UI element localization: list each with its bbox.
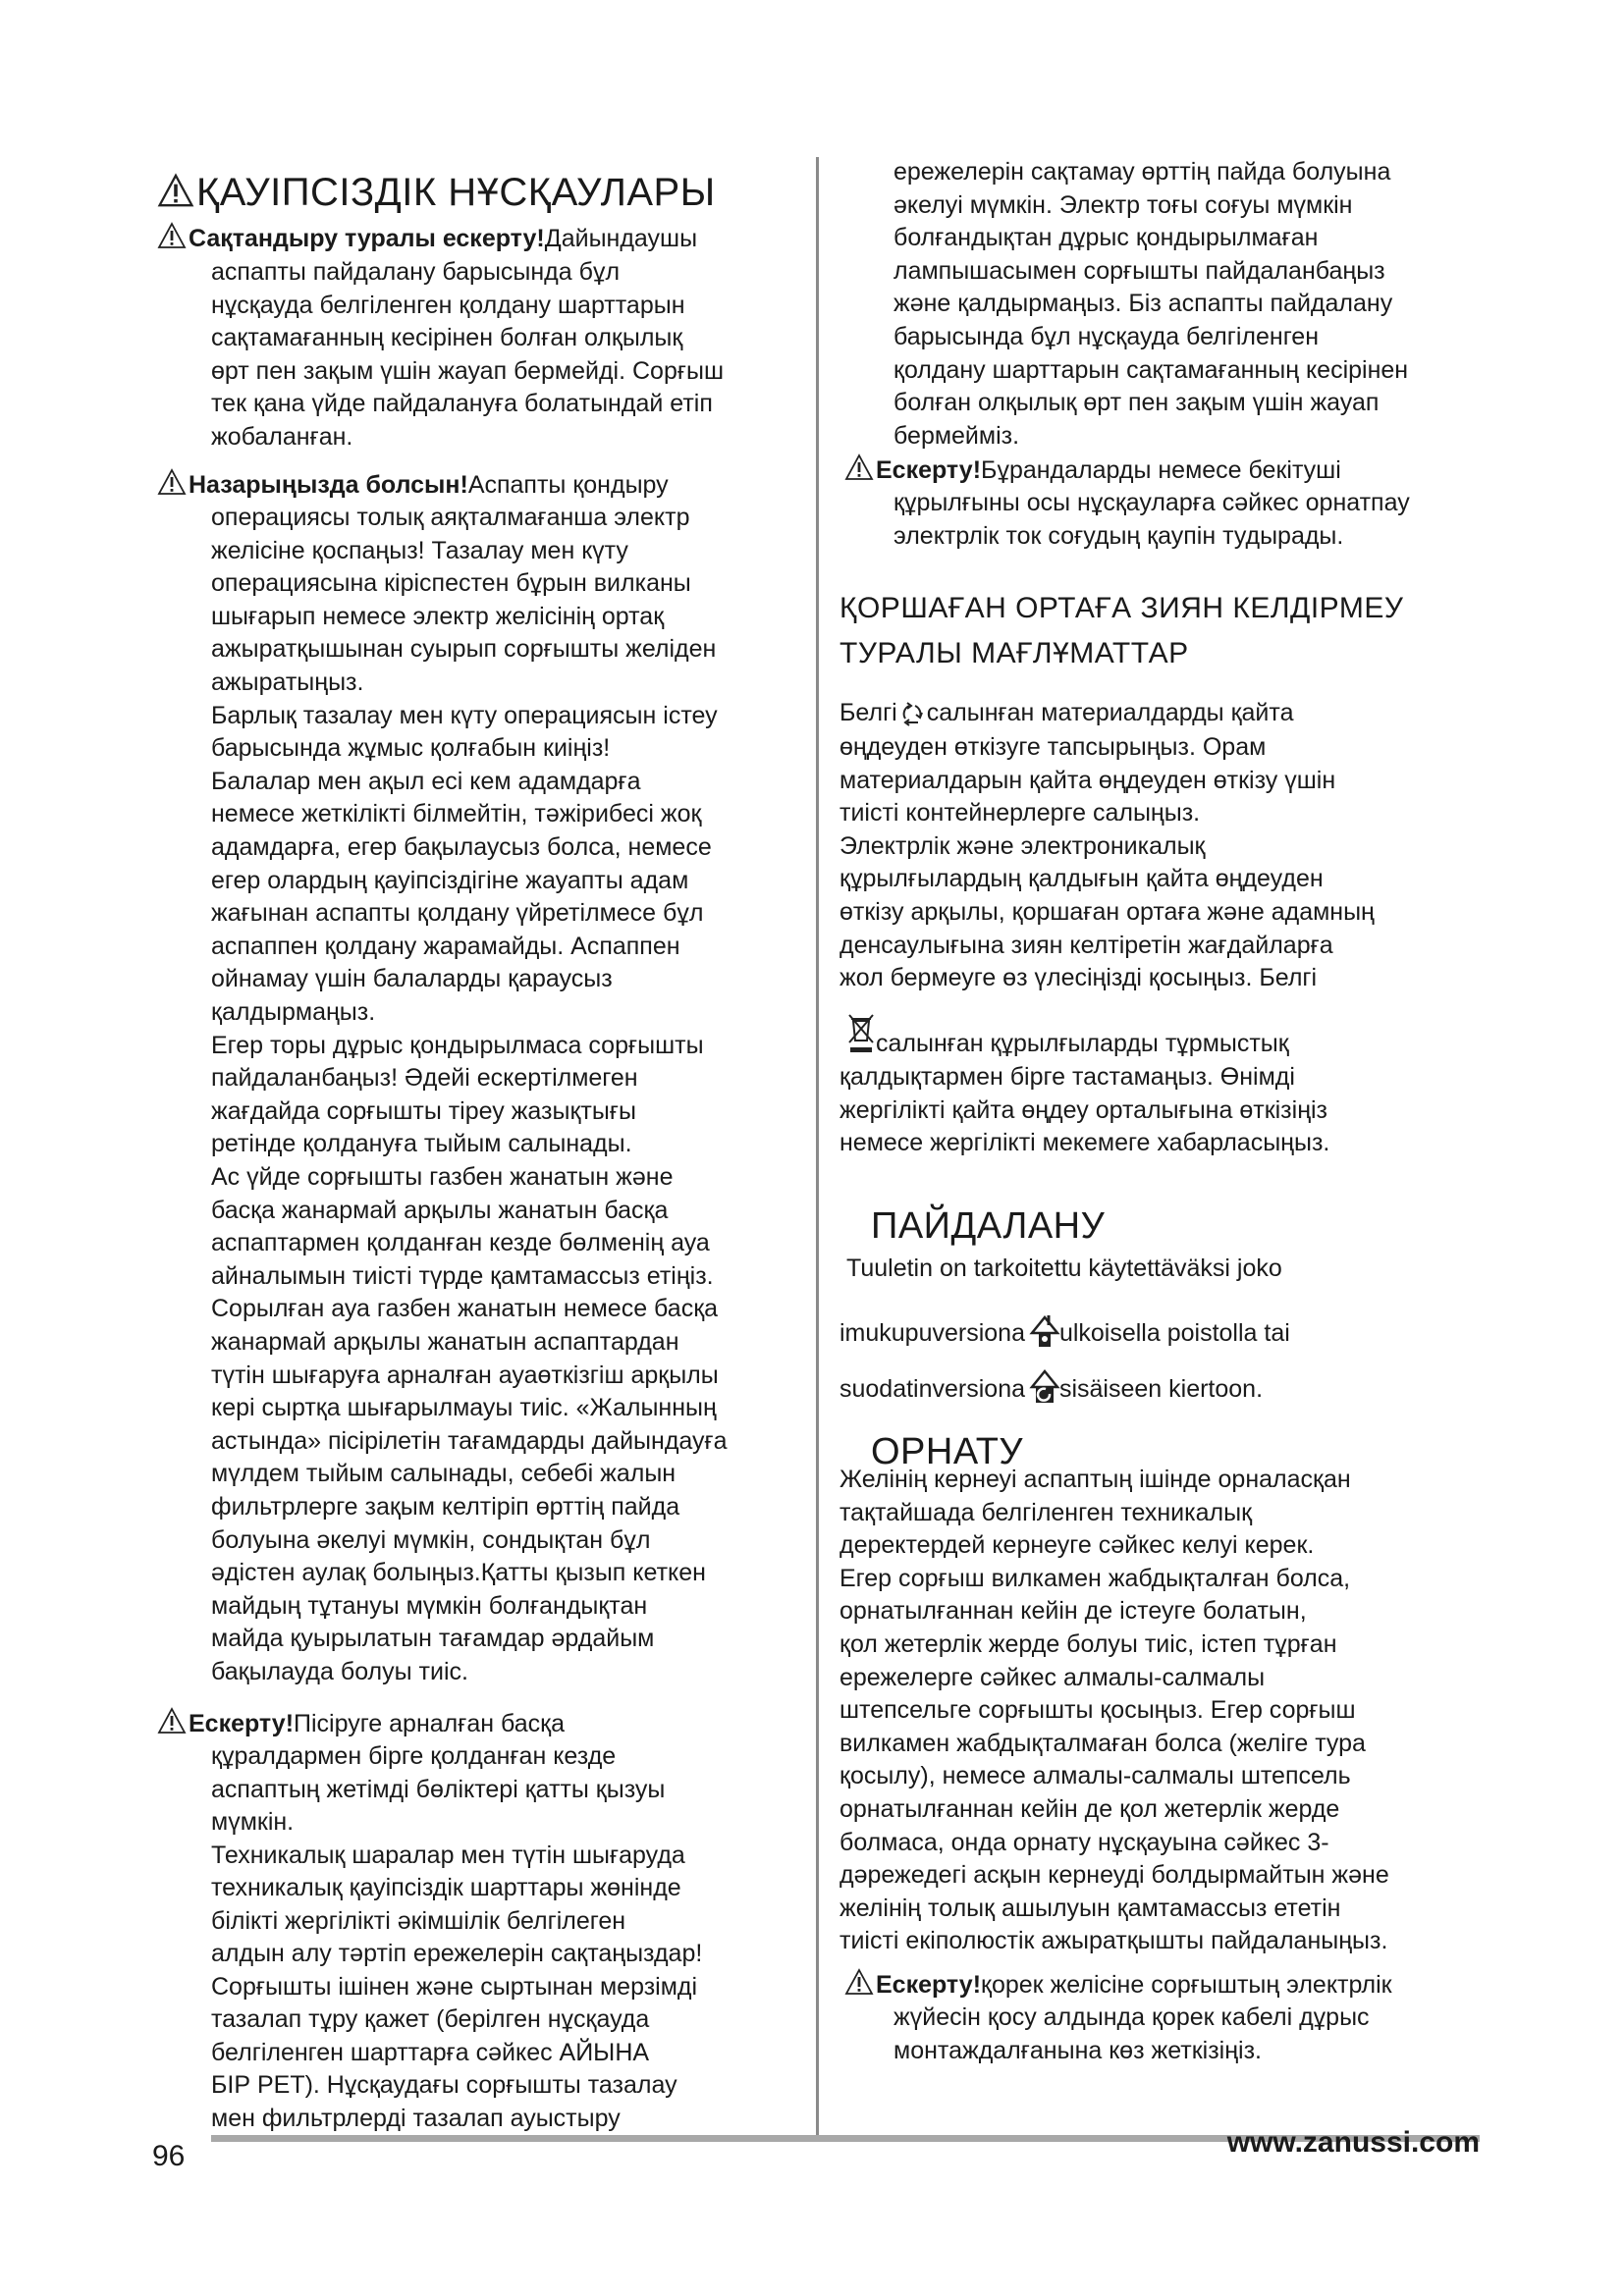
env-title-line1: ҚОРШАҒАН ОРТАҒА ЗИЯН КЕЛДІРМЕУ [839,592,1404,624]
text-line: болмаса, онда орнату нұсқауына сәйкес 3- [839,1828,1329,1856]
power-warning: Ескерту!қорек желісіне сорғыштың электрлік [844,1968,1392,2002]
text-line: бақылауда болуы тиіс. [211,1658,468,1685]
hood-external-icon [1028,1311,1061,1351]
text-line: ретінде қолдануға тыйым салынады. [211,1130,632,1158]
text-line: материалдарын қайта өңдеуден өткізу үшін [839,766,1336,794]
text-line: белгіленген шарттарға сәйкес АЙЫНА [211,2038,650,2066]
text-line: қол жетерлік жерде болуы тиіс, істеп тұрған [839,1630,1337,1658]
text-line: БІР РЕТ). Нұсқаудағы сорғышты тазалау [211,2071,677,2099]
text-line: техникалық қауіпсіздік шарттары жөнінде [211,1874,681,1901]
warning-icon [844,454,874,481]
text-line: Электрлік және электроникалық [839,831,1206,860]
text-line: штепсельге сорғышты қосыңыз. Егер сорғыш [839,1696,1356,1725]
text-line: Егер торы дұрыс қондырылмаса сорғышты [211,1031,704,1059]
text-line: жанармай арқылы жанатын аспаптардан [211,1328,679,1356]
text-line: жағдайда сорғышты тіреу жазықтығы [211,1096,636,1125]
text-line: басқа жанармай арқылы жанатын басқа [211,1196,669,1224]
use-title: ПАЙДАЛАНУ [871,1205,1106,1247]
text-line: тиісті контейнерлерге салыңыз. [839,799,1201,828]
text-line: ережелерге сәйкес алмалы-салмалы [839,1663,1266,1691]
warning-icon [157,468,187,496]
text-line: барысында жұмыс қолғабын киіңіз! [211,734,611,763]
env-title-line2: ТУРАЛЫ МАҒЛҰМАТТАР [839,637,1189,669]
text-line: аспаптармен қолданған кезде бөлменің ауа [211,1229,710,1257]
text-line: тиісті екіполюстік ажыратқышты пайдаланыңыз. [839,1927,1388,1955]
text-line: қалдықтармен бірге тастамаңыз. Өнімді [839,1063,1295,1091]
text-line: аспаптың жетімді бөліктері қатты қызуы [211,1775,666,1803]
text-line: шығарып немесе электр желісінің ортақ [211,602,665,630]
text-line: Сорылған ауа газбен жанатын немесе басқа [211,1295,719,1323]
text-line: өрт пен зақым үшін жауап бермейді. Сорғыш [211,356,725,385]
text-line: дәрежедегі асқын кернеуді болдырмайтын және [839,1861,1389,1890]
text-line: Техникалық шаралар мен түтін шығаруда [211,1841,685,1869]
use-line-1: Tuuletin on tarkoitettu käytettäväksi joko [846,1255,1282,1282]
text-line: жобаланған. [211,422,353,451]
text-line: астында» пісірілетін тағамдарды дайындауға [211,1426,728,1455]
recycle-icon [897,699,927,728]
text-line: ережелерін сақтамау өрттің пайда болуына [893,158,1391,186]
text-line: электрлік ток соғудың қаупін тудырады. [893,522,1344,550]
text-line: жергілікті қайта өңдеу орталығына өткізіңіз [839,1095,1328,1124]
text-line: құрылғыны осы нұсқауларға сәйкес орнатпау [893,489,1410,516]
text-line: аспаппен қолдану жарамайды. Аспаппен [211,932,680,960]
text-line: айналымын тиісті түрде қамтамассыз етіңіз. [211,1261,714,1290]
text-line: орнатылғаннан кейін де қол жетерлік жерде [839,1795,1340,1823]
text-line: адамдарға, егер бақылаусыз болса, немесе [211,833,712,861]
warning-icon [157,1707,187,1735]
text-line: барысында бұл нұсқауда белгіленген [893,323,1320,350]
env-bin-line: салынған құрылғыларды тұрмыстық [876,1030,1289,1057]
text-line: нұсқауда белгіленген қолдану шарттарын [211,291,685,319]
text-line: жол бермеуге өз үлесіңізді қосыңыз. Белгі [839,964,1318,992]
text-line: мүмкін. [211,1808,295,1836]
text-line: Ас үйде сорғышты газбен жанатын және [211,1163,674,1191]
text-line: болуына әкелуі мүмкін, сондықтан бұл [211,1525,651,1554]
text-line: майда қуырылатын тағамдар әрдайым [211,1625,655,1653]
use-line-3: suodatinversiona sisäiseen kiertoon. [839,1367,1263,1407]
crossed-bin-icon [844,1013,878,1054]
text-line: монтаждалғанына көз жеткізіңіз. [893,2037,1262,2064]
text-line: операциясы толық аяқталмағанша электр [211,504,690,531]
text-line: қосылу), немесе алмалы-салмалы штепсель [839,1762,1351,1790]
text-line: Балалар мен ақыл есі кем адамдарға [211,767,641,795]
text-line: жағынан аспапты қолдану үйретілмесе бұл [211,899,704,928]
safety-title: ҚАУІПСІЗДІК НҰСҚАУЛАРЫ [157,169,716,216]
text-line: пайдаланбаңыз! Әдейі ескертілмеген [211,1064,638,1093]
text-line: аспапты пайдалану барысында бұл [211,258,621,286]
text-line: мен фильтрлерді тазалап ауыстыру [211,2104,621,2132]
text-line: құралдармен бірге қолданған кезде [211,1742,617,1770]
text-line: әкелуі мүмкін. Электр тоғы соғуы мүмкін [893,190,1353,219]
text-line: білікті жергілікті әкімшілік белгілеген [211,1906,626,1935]
text-line: өңдеуден өткізуге тапсырыңыз. Орам [839,733,1267,761]
install-title: ОРНАТУ [871,1431,1024,1472]
text-line: тазалап тұру қажет (берілген нұсқауда [211,2005,650,2033]
env-first-line: Белгі салынған материалдарды қайта [839,699,1294,726]
text-line: және қалдырмаңыз. Біз аспапты пайдалану [893,290,1393,318]
warning-icon [157,222,187,249]
text-line: жүйесін қосу алдында қорек кабелі дұрыс [893,2003,1370,2031]
text-line: немесе жеткілікті білмейтін, тәжірибесі жоқ [211,800,702,828]
text-line: әдістен аулақ болыңыз.Қатты қызып кеткен [211,1559,706,1587]
text-line: Барлық тазалау мен күту операциясын істеу [211,701,718,729]
warning-icon [844,1968,874,1996]
text-line: фильтрлерге зақым келтіріп өрттің пайда [211,1493,680,1521]
caution-warning: Ескерту!Пісіруге арналған басқа [157,1707,565,1740]
text-line: ажыратқышынан суырып сорғышты желіден [211,635,717,664]
text-line: Желінің кернеуі аспаптың ішінде орналасқан [839,1466,1351,1493]
text-line: желінің толық ашылуын қамтамассыз ететін [839,1894,1341,1922]
text-line: түтін шығаруға арналған ауаөткізгіш арқылы [211,1361,719,1389]
text-line: сақтамағанның кесірінен болған олқылық [211,324,683,351]
text-line: орнатылғаннан кейін де істеуге болатын, [839,1597,1307,1626]
text-line: Сорғышты ішінен және сыртынан мерзімді [211,1972,698,2001]
attention-warning: Назарыңызда болсын!Аспапты қондыру [157,468,669,502]
screws-warning: Ескерту!Бұрандаларды немесе бекітуші [844,454,1341,487]
warning-icon [157,172,194,209]
text-line: тек қана үйде пайдалануға болатындай етіп [211,390,713,417]
text-line: қалдырмаңыз. [211,998,376,1026]
text-line: ажыратыңыз. [211,668,364,696]
text-line: операциясына кіріспестен бұрын вилканы [211,569,691,598]
text-line: майдың тұтануы мүмкін болғандықтан [211,1591,648,1620]
text-line: егер олардың қауіпсіздігіне жауапты адам [211,866,689,894]
insurance-warning: Сақтандыру туралы ескерту!Дайындаушы [157,222,697,255]
text-line: лампышасымен сорғышты пайдаланбаңыз [893,256,1385,285]
text-line: немесе жергілікті мекемеге хабарласыңыз. [839,1129,1330,1157]
website-link[interactable]: www.zanussi.com [1226,2126,1480,2159]
text-line: өткізу арқылы, қоршаған ортаға және адамның [839,898,1375,926]
text-line: алдын алу тәртіп ережелерін сақтаңыздар! [211,1940,703,1967]
column-divider [816,157,819,2135]
text-line: болғандықтан дұрыс қондырылмаған [893,224,1319,252]
text-line: мүлдем тыйым салынады, себебі жалын [211,1460,677,1488]
page-number: 96 [152,2140,186,2172]
text-line: вилкамен жабдықталмаған болса (желіге тура [839,1729,1366,1757]
text-line: тақтайшада белгіленген техникалық [839,1498,1253,1526]
text-line: желісіне қоспаңыз! Тазалау мен күту [211,536,628,564]
hood-recirculation-icon [1028,1367,1061,1407]
text-line: құрылғылардың қалдығын қайта өңдеуден [839,865,1324,893]
text-line: Егер сорғыш вилкамен жабдықталған болса, [839,1564,1351,1592]
text-line: бермейміз. [893,421,1020,450]
text-line: кері сыртқа шығарылмауы тиіс. «Жалынның [211,1394,717,1422]
text-line: ойнамау үшін балаларды қараусыз [211,965,613,993]
text-line: қолдану шарттарын сақтамағанның кесірінен [893,355,1409,384]
text-line: денсаулығына зиян келтіретін жағдайларға [839,931,1333,959]
text-line: болған олқылық өрт пен зақым үшін жауап [893,389,1380,417]
text-line: деректердей кернеуге сәйкес келуі керек. [839,1531,1315,1560]
use-line-2: imukupuversiona ulkoisella poistolla tai [839,1311,1290,1351]
